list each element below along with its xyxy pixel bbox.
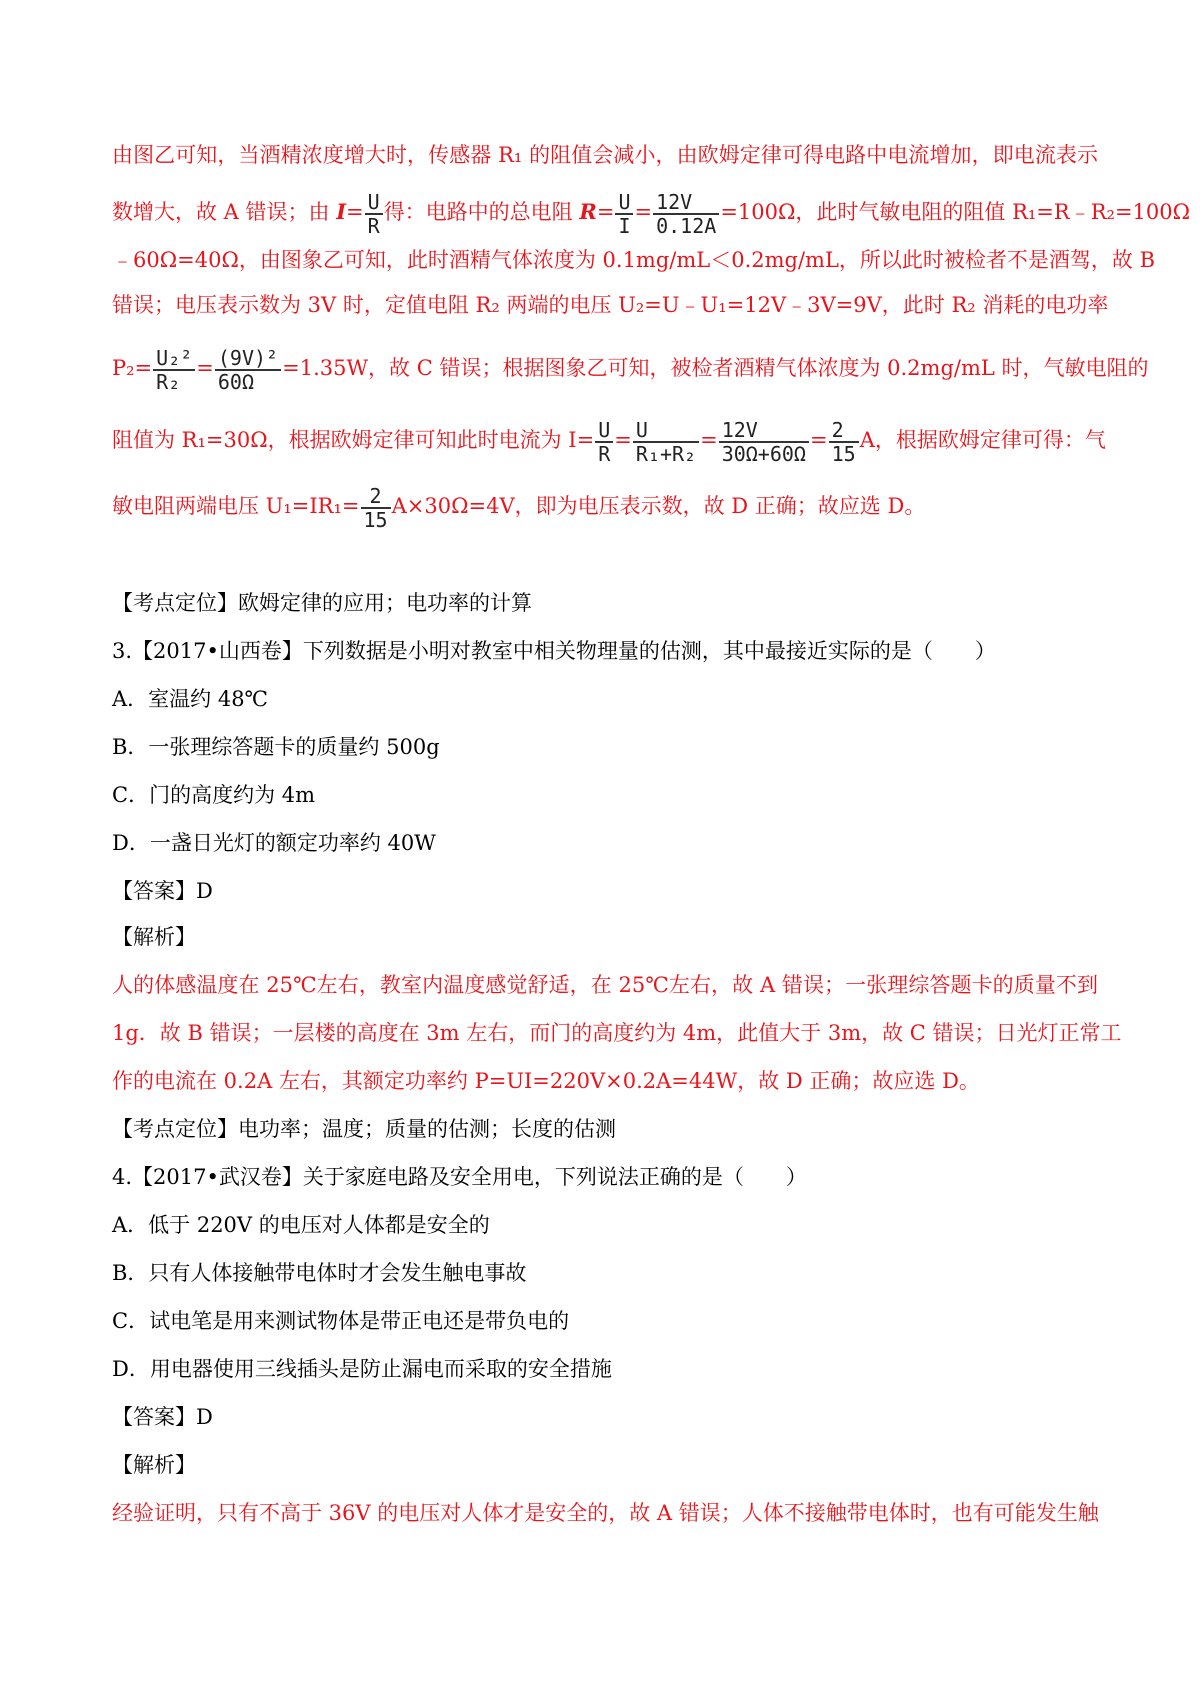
text-seg: A×30Ω=4V，即为电压表示数，故 D 正确；故应选 D。 (391, 494, 926, 518)
question-3-option-b: B．一张理综答题卡的质量约 500g (112, 735, 440, 759)
num: 12V (653, 191, 719, 215)
equals-sign: = (596, 200, 615, 224)
den: 60Ω (217, 369, 255, 394)
formula-u-over-r1r2 (633, 419, 699, 465)
equals-sign: = (196, 356, 214, 380)
text-seg: =1.35W，故 C 错误；根据图象乙可知，被检者酒精气体浓度为 0.2mg/mL 时，气敏电阻的 (282, 356, 1149, 380)
equals-sign: = (614, 428, 632, 452)
question-4-option-d: D．用电器使用三线插头是防止漏电而采取的安全措施 (112, 1357, 612, 1381)
num: 2 (361, 485, 391, 509)
den: R₂ (156, 369, 181, 394)
formula-12v-over-012a (653, 191, 719, 237)
analysis-line-1: 由图乙可知，当酒精浓度增大时，传感器 R₁ 的阻值会减小，由欧姆定律可得电路中电流增加，即电流表示 (112, 143, 1098, 167)
formula-u2sq-over-r2 (153, 347, 195, 393)
den: 0.12A (656, 213, 717, 238)
den: I (618, 213, 631, 238)
question-4-option-b: B．只有人体接触带电体时才会发生触电事故 (112, 1261, 527, 1285)
num: U (365, 191, 383, 215)
num: 12V (719, 419, 809, 443)
num: U₂² (153, 347, 195, 371)
question-4-option-c: C．试电笔是用来测试物体是带正电还是带负电的 (112, 1309, 570, 1333)
question-3-kaodian: 【考点定位】电功率；温度；质量的估测；长度的估测 (112, 1117, 616, 1141)
text-seg: A，根据欧姆定律可得：气 (859, 428, 1106, 452)
num: (9V)² (215, 347, 281, 371)
analysis-line-2 (112, 188, 1191, 238)
analysis-line-3: ﹣60Ω=40Ω，由图象乙可知，此时酒精气体浓度为 0.1mg/mL＜0.2mg/mL，所以此时被检者不是酒驾，故 B (112, 248, 1156, 272)
var-I: I (336, 199, 347, 224)
den: R₁+R₂ (635, 441, 697, 466)
question-3-analysis-line-1: 人的体感温度在 25℃左右，教室内温度感觉舒适，在 25℃左右，故 A 错误；一张理综答题卡的质量不到 (112, 973, 1098, 997)
den: 30Ω+60Ω (721, 441, 806, 466)
num: 2 (829, 419, 859, 443)
formula-u-over-r (595, 419, 613, 465)
formula-9v-over-60ohm (215, 347, 281, 393)
text-seg: 阻值为 R₁=30Ω，根据欧姆定律可知此时电流为 I= (112, 428, 595, 452)
equals-sign: = (634, 200, 653, 224)
var-R: R (579, 199, 597, 224)
question-4-option-a: A．低于 220V 的电压对人体都是安全的 (112, 1213, 490, 1237)
den: R (598, 441, 611, 466)
den: 15 (831, 441, 856, 466)
text-seg: P₂= (112, 356, 153, 380)
question-3-option-c: C．门的高度约为 4m (112, 783, 316, 807)
text-seg: 得：电路中的总电阻 (383, 200, 580, 224)
analysis-line-4: 错误；电压表示数为 3V 时，定值电阻 R₂ 两端的电压 U₂=U﹣U₁=12V﹣3V=9V，此时 R₂ 消耗的电功率 (112, 293, 1109, 317)
analysis-line-7 (112, 478, 1098, 534)
equals-sign: = (809, 428, 828, 452)
question-4-answer: 【答案】D (112, 1405, 213, 1429)
text-seg: 数增大，故 A 错误；由 (112, 200, 337, 224)
den: R (367, 213, 380, 238)
question-3-option-a: A．室温约 48℃ (112, 687, 269, 711)
equals-sign: = (346, 200, 364, 224)
question-4-analysis-line-1: 经验证明，只有不高于 36V 的电压对人体才是安全的，故 A 错误；人体不接触带电体时，也有可能发生触 (112, 1501, 1099, 1525)
formula-2-over-15 (829, 419, 859, 465)
formula-u-over-i (615, 191, 633, 237)
analysis-line-5 (112, 338, 1149, 398)
kaodian-line: 【考点定位】欧姆定律的应用；电功率的计算 (112, 591, 532, 615)
num: U (595, 419, 613, 443)
num: U (633, 419, 699, 443)
question-3-stem: 3.【2017•山西卷】下列数据是小明对教室中相关物理量的估测，其中最接近实际的是（ ） (112, 639, 996, 663)
question-3-analysis-line-2: 1g．故 B 错误；一层楼的高度在 3m 左右，而门的高度约为 4m，此值大于 3m，故 C 错误；日光灯正常工 (112, 1021, 1122, 1045)
question-4-jiexi-label: 【解析】 (112, 1453, 196, 1477)
analysis-line-6 (112, 412, 1106, 468)
question-3-answer: 【答案】D (112, 879, 213, 903)
text-seg: =100Ω，此时气敏电阻的阻值 R₁=R﹣R₂=100Ω (720, 200, 1191, 224)
text-seg: 敏电阻两端电压 U₁=IR₁= (112, 494, 360, 518)
formula-12v-over-90ohm (719, 419, 809, 465)
equals-sign: = (700, 428, 718, 452)
question-3-option-d: D．一盏日光灯的额定功率约 40W (112, 831, 436, 855)
question-3-jiexi-label: 【解析】 (112, 925, 196, 949)
question-4-stem: 4.【2017•武汉卷】关于家庭电路及安全用电，下列说法正确的是（ ） (112, 1165, 807, 1189)
formula-2-over-15 (361, 485, 391, 531)
num: U (615, 191, 633, 215)
den: 15 (363, 507, 388, 532)
formula-u-over-r (365, 191, 383, 237)
question-3-analysis-line-3: 作的电流在 0.2A 左右，其额定功率约 P=UI=220V×0.2A=44W，故 D 正确；故应选 D。 (112, 1069, 980, 1093)
